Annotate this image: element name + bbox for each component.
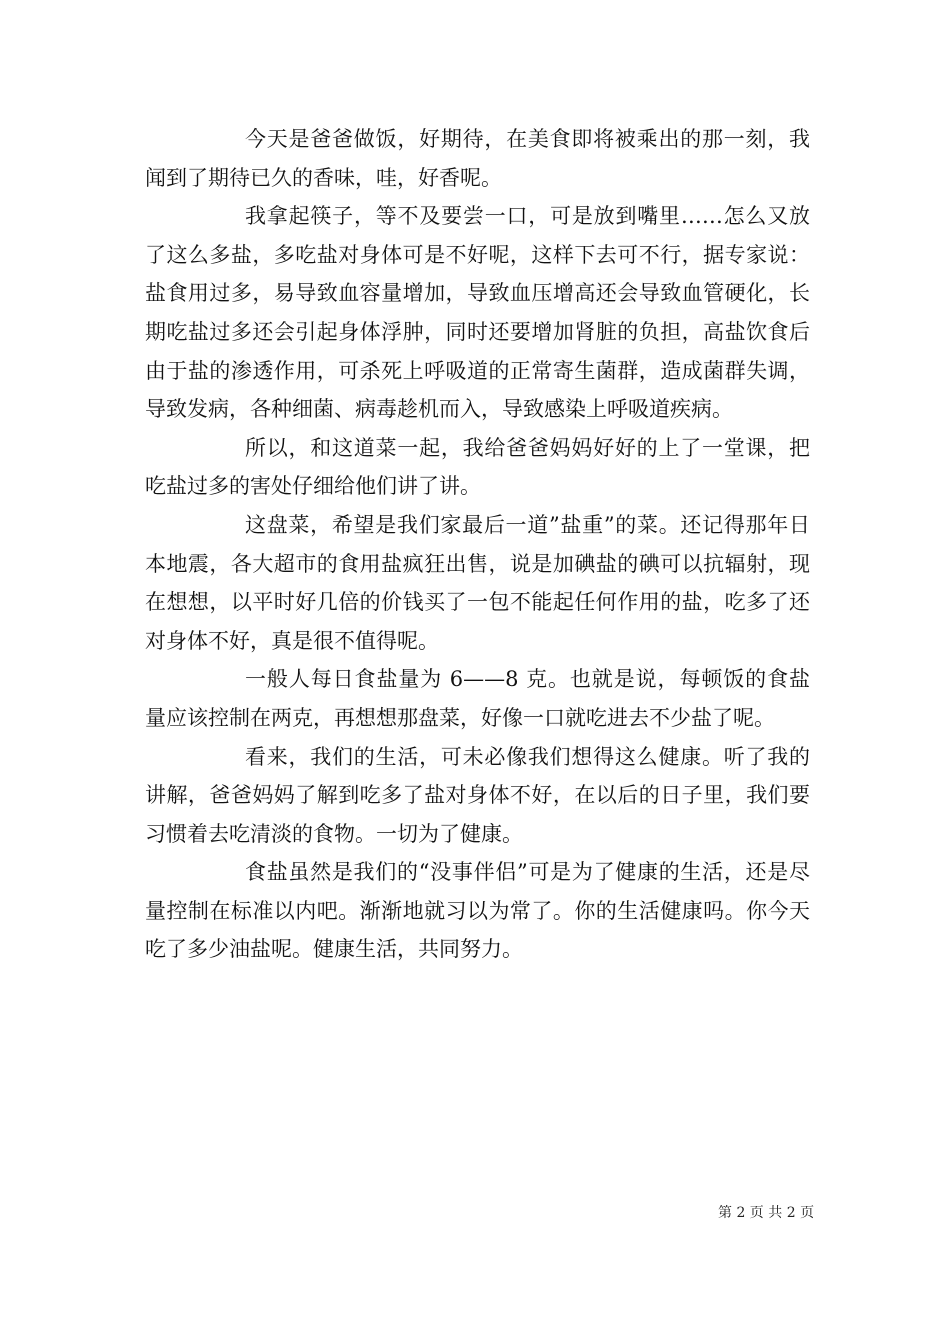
paragraph-6: 看来，我们的生活，可未必像我们想得这么健康。听了我的讲解，爸爸妈妈了解到吃多了盐对身体不好，在以后的日子里，我们要习惯着去吃清淡的食物。一切为了健康。 <box>145 744 810 846</box>
paragraph-4: 这盘菜，希望是我们家最后一道”盐重”的菜。还记得那年日本地震，各大超市的食用盐疯狂出售，说是加碘盐的碘可以抗辐射，现在想想，以平时好几倍的价钱买了一包不能起任何作用的盐，吃多了还对身体不好，真是很不值得呢。 <box>145 512 810 653</box>
article-body <box>145 120 810 969</box>
page-number-footer: 第 2 页 共 2 页 <box>718 1205 815 1221</box>
paragraph-2: 我拿起筷子，等不及要尝一口，可是放到嘴里……怎么又放了这么多盐，多吃盐对身体可是不好呢，这样下去可不行，据专家说：盐食用过多，易导致血容量增加，导致血压增高还会导致血管硬化，长期吃盐过多还会引起身体浮肿，同时还要增加肾脏的负担，高盐饮食后由于盐的渗透作用，可杀死上呼吸道的正常寄生菌群，造成菌群失调，导致发病，各种细菌、病毒趁机而入，导致感染上呼吸道疾病。 <box>145 204 810 422</box>
paragraph-7: 食盐虽然是我们的“没事伴侣”可是为了健康的生活，还是尽量控制在标准以内吧。渐渐地就习以为常了。你的生活健康吗。你今天吃了多少油盐呢。健康生活，共同努力。 <box>145 860 810 962</box>
paragraph-3: 所以，和这道菜一起，我给爸爸妈妈好好的上了一堂课，把吃盐过多的害处仔细给他们讲了讲。 <box>145 435 810 499</box>
paragraph-5: 一般人每日食盐量为 6——8 克。也就是说，每顿饭的食盐量应该控制在两克，再想想那盘菜，好像一口就吃进去不少盐了呢。 <box>145 667 810 730</box>
paragraph-1: 今天是爸爸做饭，好期待，在美食即将被乘出的那一刻，我闻到了期待已久的香味，哇，好香呢。 <box>145 127 810 190</box>
